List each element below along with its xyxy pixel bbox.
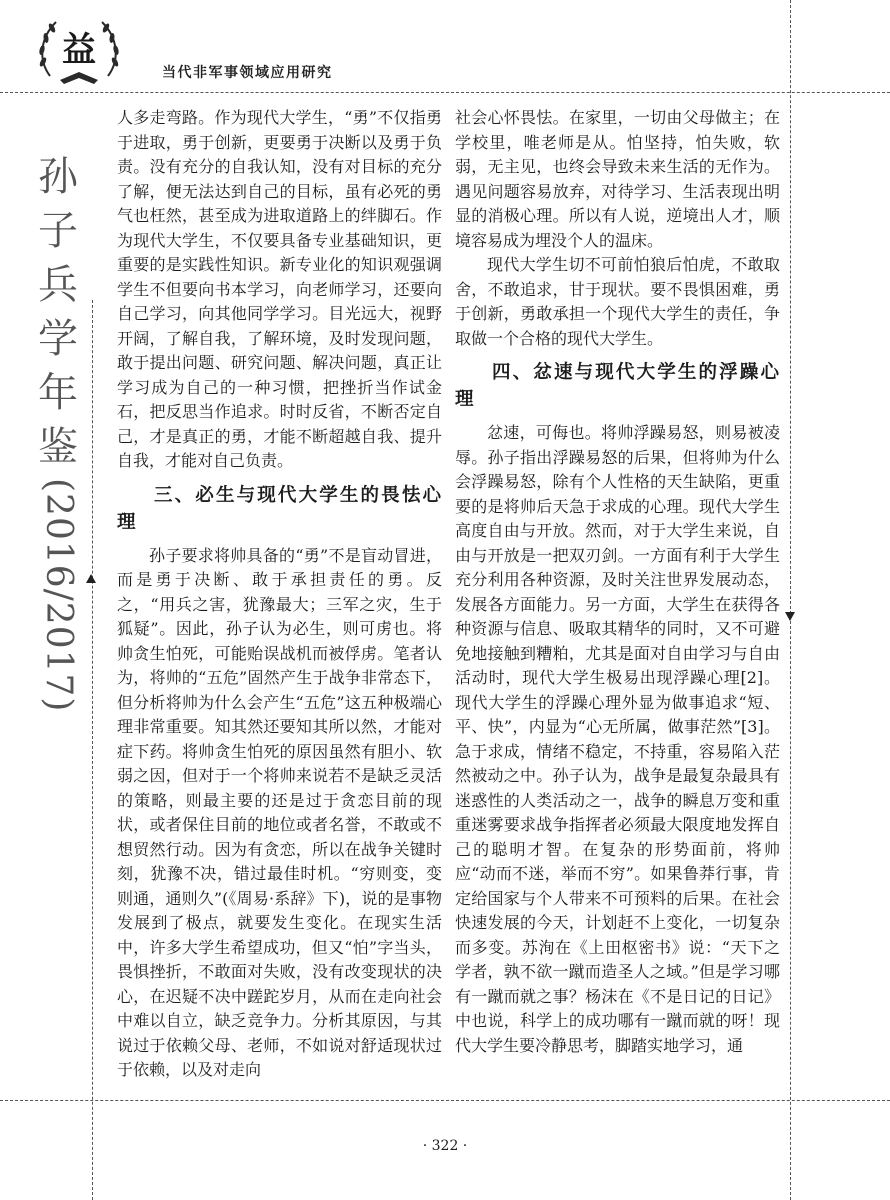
right-margin-rule [790, 0, 791, 1200]
paragraph: 人多走弯路。作为现代大学生，“勇”不仅指勇于进取，勇于创新，更要勇于决断以及勇于负责。没有充分的自我认知，没有对目标的充分了解，便无法达到自己的目标，虽有必死的勇气也枉然，甚至成为进取道路上的绊脚石。作为现代大学生，不仅要具备专业基础知识，更重要的是实践性知识。新专业化的知识观强调学生不但要向书本学习，向老师学习，还要向自己学习，向其他同学学习。目光远大，视野开阔，了解自我，了解环境，及时发现问题，敢于提出问题、研究问题、解决问题，真正让学习成为自己的一种习惯，把挫折当作试金石，把反思当作追求。时时反省，不断否定自己，才是真正的勇，才能不断超越自我、提升自我，才能对自己负责。 [117, 108, 442, 470]
side-title-char: 子 [38, 208, 78, 254]
section-heading-4: 四、忿速与现代大学生的浮躁心理 [455, 362, 780, 410]
logo [30, 10, 128, 88]
side-title-char: 孙 [38, 154, 78, 200]
paragraph: 社会心怀畏怯。在家里，一切由父母做主；在学校里，唯老师是从。怕坚持，怕失败，软弱，无主见，也终会导致未来生活的无作为。遇见问题容易放弃，对待学习、生活表现出明显的消极心理。所以有人说，逆境出人才，顺境容易成为埋没个人的温床。 [455, 108, 780, 250]
side-title-year: (2016/2017) [38, 478, 79, 713]
logo-text: 益 [62, 30, 96, 70]
side-title-char: 鉴 [38, 424, 78, 470]
right-column [455, 106, 780, 1058]
paragraph: 忿速，可侮也。将帅浮躁易怒，则易被凌辱。孙子指出浮躁易怒的后果，但将帅为什么会浮躁易怒，除有个人性格的天生缺陷，更重要的是将帅后天急于求成的心理。现代大学生高度自由与开放。然而，对于大学生来说，自由与开放是一把双刃剑。一方面有利于大学生充分利用各种资源，及时关注世界发展动态，发展各方面能力。另一方面，大学生在获得各种资源与信息、吸取其精华的同时，又不可避免地接触到糟粕，尤其是面对自由学习与自由活动时，现代大学生极易出现浮躁心理[2]。现代大学生的浮躁心理外显为做事追求“短、平、快”，内显为“心无所属，做事茫然”[3]。急于求成，情绪不稳定，不持重，容易陷入茫然被动之中。孙子认为，战争是最复杂最具有迷惑性的人类活动之一，战争的瞬息万变和重重迷雾要求战争指挥者必须最大限度地发挥自己的聪明才智。在复杂的形势面前，将帅应“动而不迷，举而不穷”。如果鲁莽行事，肯定给国家与个人带来不可预料的后果。在社会快速发展的今天，计划赶不上变化，一切复杂而多变。苏洵在《上田枢密书》说：“天下之学者，孰不欲一蹴而造圣人之域。”但是学习哪有一蹴而就之事？杨沫在《不是日记的日记》中也说，科学上的成功哪有一蹴而就的呀！现代大学生要冷静思考，脚踏实地学习，通 [455, 423, 780, 1055]
footer-rule [0, 1100, 890, 1101]
page-number: · 322 · [422, 1138, 468, 1154]
left-margin-rule [92, 300, 93, 1200]
header-rule [0, 92, 890, 93]
side-title-char: 兵 [38, 262, 78, 308]
section-heading-3: 三、必生与现代大学生的畏怯心理 [117, 484, 442, 533]
down-triangle-icon [785, 612, 795, 621]
up-triangle-icon [86, 574, 96, 583]
side-title-char: 学 [38, 316, 78, 362]
left-column [117, 106, 442, 1083]
paragraph: 孙子要求将帅具备的“勇”不是盲动冒进，而是勇于决断、敢于承担责任的勇。反之，“用兵之害，犹豫最大；三军之灾，生于狐疑”。因此，孙子认为必生，则可虏也。将帅贪生怕死，可能贻误战机而被俘虏。笔者认为，将帅的“五危”固然产生于战争非常态下，但分析将帅为什么会产生“五危”这五种极端心理非常重要。知其然还要知其所以然，才能对症下药。将帅贪生怕死的原因虽然有胆小、软弱之因，但对于一个将帅来说若不是缺乏灵活的策略，则最主要的还是过于贪恋目前的现状，或者保住目前的地位或者名誉，不敢或不想贸然行动。因为有贪恋，所以在战争关键时刻，犹豫不决，错过最佳时机。“穷则变，变则通，通则久”(《周易·系辞》下)，说的是事物发展到了极点，就要发生变化。在现实生活中，许多大学生希望成功，但又“怕”字当头，畏惧挫折，不敢面对失败，没有改变现状的决心，在迟疑不决中蹉跎岁月，从而在走向社会中难以自立，缺乏竞争力。分析其原因，与其说过于依赖父母、老师，不如说对舒适现状过于依赖，以及对走向 [117, 545, 442, 1079]
paragraph: 现代大学生切不可前怕狼后怕虎，不敢取舍，不敢追求，甘于现状。要不畏惧困难，勇于创新，勇敢承担一个现代大学生的责任，争取做一个合格的现代大学生。 [455, 255, 780, 348]
side-title-char: 年 [38, 370, 78, 416]
side-title [28, 150, 88, 712]
running-header-title: 当代非军事领域应用研究 [162, 65, 333, 81]
